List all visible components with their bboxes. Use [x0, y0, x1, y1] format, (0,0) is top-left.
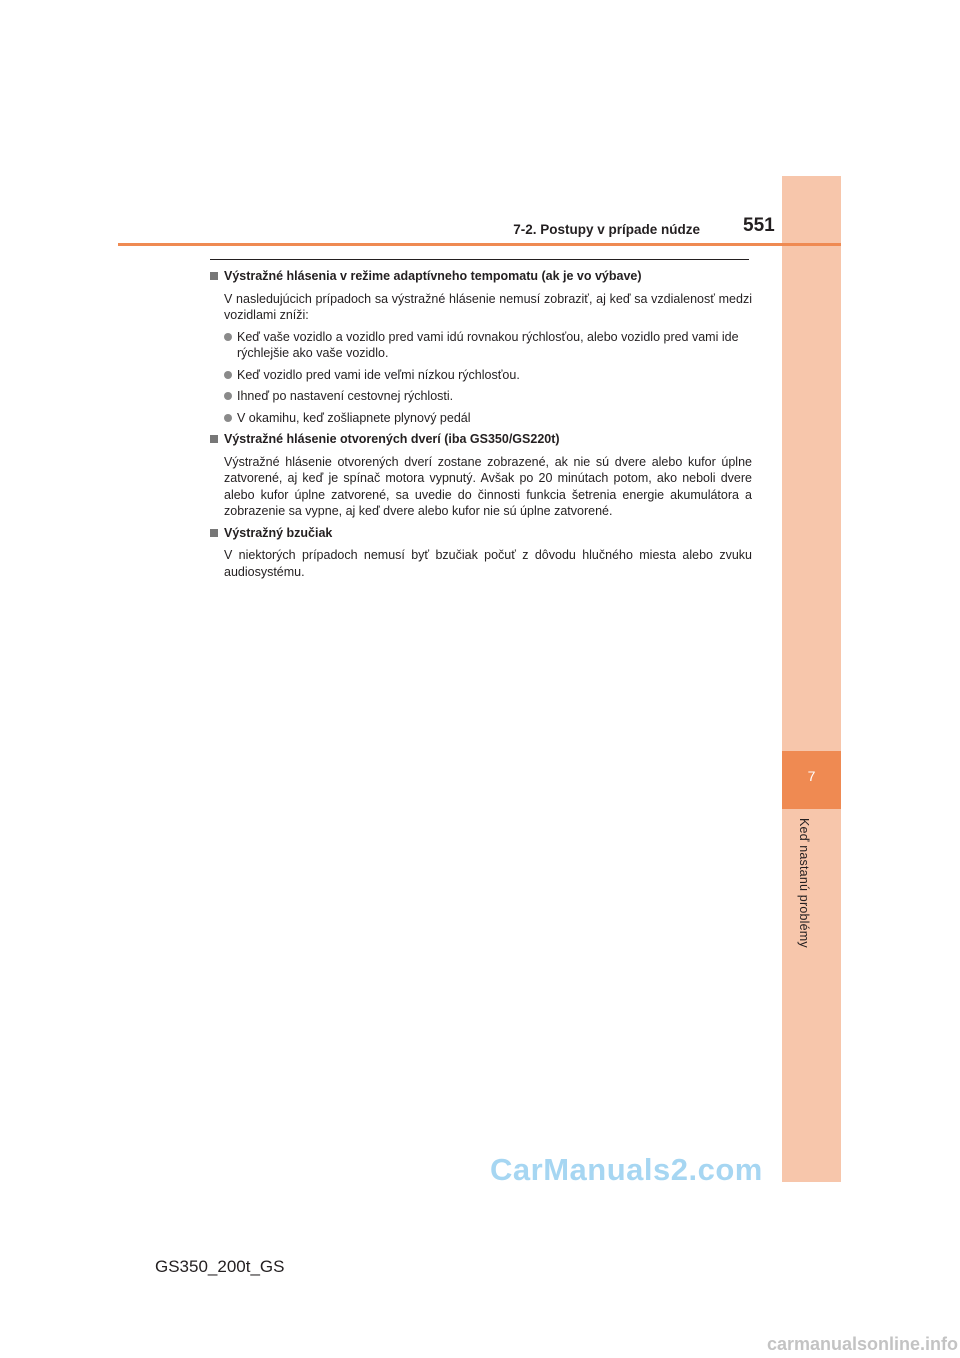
chapter-title: Keď nastanú problémy [797, 818, 811, 948]
square-bullet-icon [210, 435, 218, 443]
section-text: V nasledujúcich prípadoch sa výstražné hlásenie nemusí zobraziť, aj keď sa vzdialenosť medzi vozidlami zníži: [224, 291, 752, 322]
section-header: 7-2. Postupy v prípade núdze [513, 222, 700, 237]
list-item: Keď vozidlo pred vami ide veľmi nízkou rýchlosťou. [210, 367, 752, 384]
header-rule [118, 243, 841, 246]
chapter-number: 7 [807, 768, 816, 784]
list-item: Keď vaše vozidlo a vozidlo pred vami idú rovnakou rýchlosťou, alebo vozidlo pred vami ide rýchlejšie ako vaše vozidlo. [210, 329, 752, 362]
circle-bullet-icon [224, 371, 232, 379]
list-item: V okamihu, keď zošliapnete plynový pedál [210, 410, 752, 427]
square-bullet-icon [210, 272, 218, 280]
circle-bullet-icon [224, 414, 232, 422]
watermark-logo: CarManuals2.com [490, 1152, 763, 1187]
square-bullet-icon [210, 529, 218, 537]
footer-model-code: GS350_200t_GS [155, 1257, 285, 1276]
circle-bullet-icon [224, 333, 232, 341]
circle-bullet-icon [224, 392, 232, 400]
page-number: 551 [743, 215, 775, 236]
watermark-url: carmanualsonline.info [767, 1334, 959, 1354]
section-heading: Výstražné hlásenia v režime adaptívneho tempomatu (ak je vo výbave) [210, 268, 752, 285]
list-item: Ihneď po nastavení cestovnej rýchlosti. [210, 388, 752, 405]
section-text: V niektorých prípadoch nemusí byť bzučiak počuť z dôvodu hlučného miesta alebo zvuku audiosystému. [224, 548, 752, 579]
chapter-side-tab [782, 176, 841, 1182]
content-top-rule [210, 259, 749, 260]
section-heading: Výstražný bzučiak [210, 525, 752, 542]
section-heading: Výstražné hlásenie otvorených dverí (iba GS350/GS220t) [210, 431, 752, 448]
section-text: Výstražné hlásenie otvorených dverí zostane zobrazené, ak nie sú dvere alebo kufor úplne zatvorené, aj keď je spínač motora vypnutý. Avšak po 20 minútach potom, ako neboli dvere alebo kufor úplne zatvorené, sa uvedie do činnosti funkcia šetrenia energie akumulátora a zobrazenie sa vypne, aj keď dvere alebo kufor nie sú úplne zatvorené. [224, 454, 752, 518]
page-content [210, 268, 752, 585]
